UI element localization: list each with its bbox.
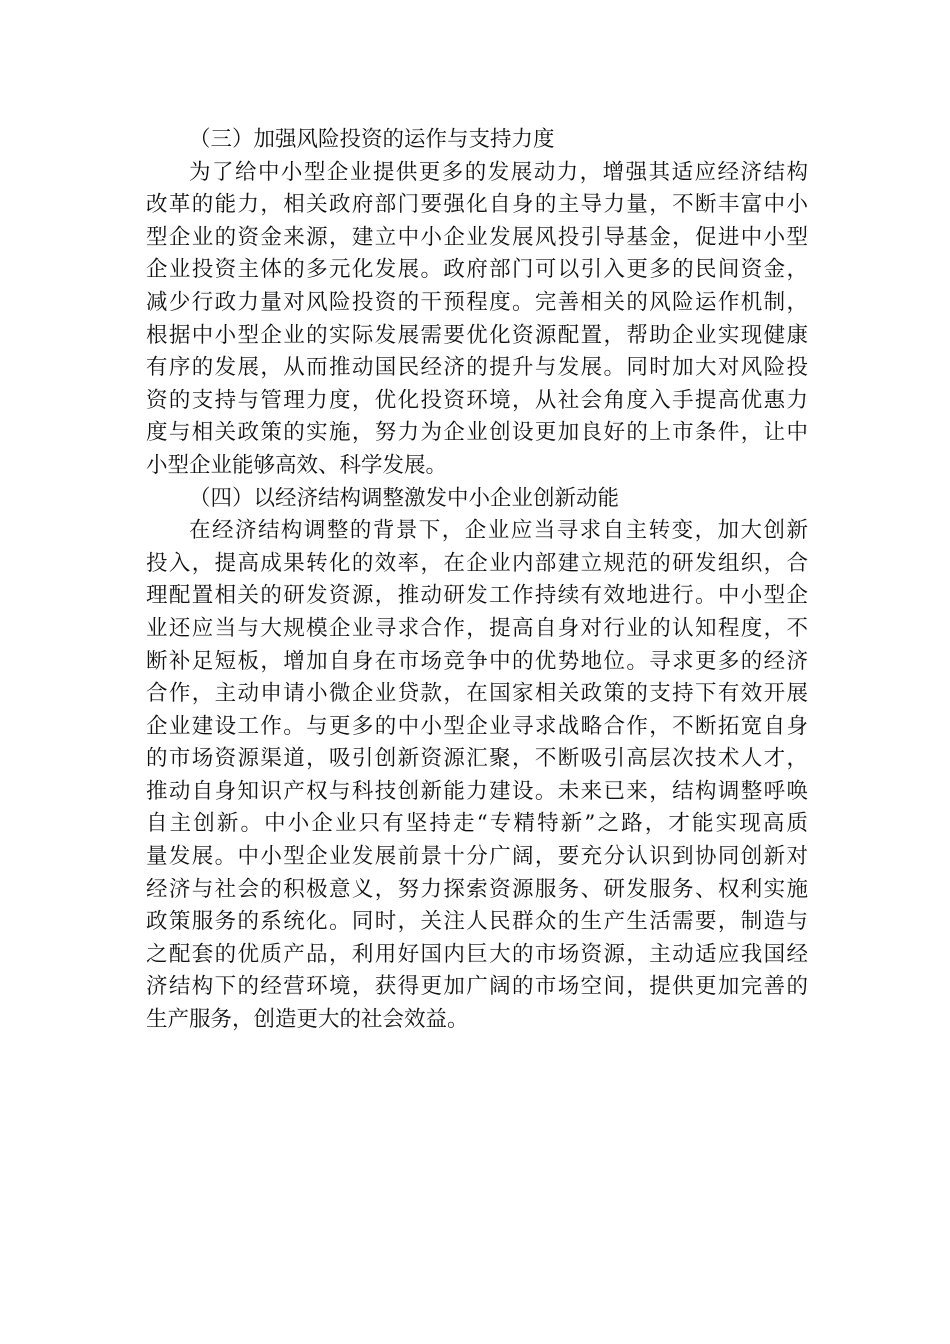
paragraph-line: 根据中小型企业的实际发展需要优化资源配置，帮助企业实现健康 xyxy=(146,322,808,348)
section-heading-4: （四）以经济结构调整激发中小企业创新动能 xyxy=(189,485,620,511)
paragraph-line: 在经济结构调整的背景下，企业应当寻求自主转变，加大创新 xyxy=(189,518,808,544)
section-heading-3: （三）加强风险投资的运作与支持力度 xyxy=(189,127,555,152)
paragraph-line: 政策服务的系统化。同时，关注人民群众的生产生活需要，制造与 xyxy=(146,909,808,935)
paragraph-line: 资的支持与管理力度，优化投资环境，从社会角度入手提高优惠力 xyxy=(146,387,808,413)
paragraph-line: 的市场资源渠道，吸引创新资源汇聚，不断吸引高层次技术人才， xyxy=(146,746,808,772)
section-4-paragraph xyxy=(146,515,808,1037)
paragraph-line: 量发展。中小型企业发展前景十分广阔，要充分认识到协同创新对 xyxy=(146,844,808,870)
paragraph-line: 改革的能力，相关政府部门要强化自身的主导力量，不断丰富中小 xyxy=(146,192,808,218)
paragraph-line: 自主创新。中小企业只有坚持走“专精特新”之路，才能实现高质 xyxy=(146,811,808,837)
paragraph-line: 经济与社会的积极意义，努力探索资源服务、研发服务、权利实施 xyxy=(146,876,808,902)
paragraph-line: 企业建设工作。与更多的中小型企业寻求战略合作，不断拓宽自身 xyxy=(146,713,808,739)
paragraph-line: 业还应当与大规模企业寻求合作，提高自身对行业的认知程度，不 xyxy=(146,615,808,641)
document-body xyxy=(146,124,808,1037)
paragraph-line: 推动自身知识产权与科技创新能力建设。未来已来，结构调整呼唤 xyxy=(146,778,808,804)
paragraph-line: 投入，提高成果转化的效率，在企业内部建立规范的研发组织，合 xyxy=(146,550,808,576)
paragraph-line: 度与相关政策的实施，努力为企业创设更加良好的上市条件，让中 xyxy=(146,420,808,446)
paragraph-line: 型企业的资金来源，建立中小企业发展风投引导基金，促进中小型 xyxy=(146,224,808,250)
paragraph-line: 之配套的优质产品，利用好国内巨大的市场资源，主动适应我国经 xyxy=(146,941,808,967)
paragraph-line: 有序的发展，从而推动国民经济的提升与发展。同时加大对风险投 xyxy=(146,355,808,381)
paragraph-line: 生产服务，创造更大的社会效益。 xyxy=(146,1007,469,1033)
paragraph-line: 理配置相关的研发资源，推动研发工作持续有效地进行。中小型企 xyxy=(146,583,808,609)
paragraph-line: 合作，主动申请小微企业贷款，在国家相关政策的支持下有效开展 xyxy=(146,681,808,707)
paragraph-line: 济结构下的经营环境，获得更加广阔的市场空间，提供更加完善的 xyxy=(146,974,808,1000)
paragraph-line: 断补足短板，增加自身在市场竞争中的优势地位。寻求更多的经济 xyxy=(146,648,808,674)
paragraph-line: 为了给中小型企业提供更多的发展动力，增强其适应经济结构 xyxy=(189,159,808,185)
paragraph-line: 减少行政力量对风险投资的干预程度。完善相关的风险运作机制， xyxy=(146,289,808,315)
paragraph-line: 小型企业能够高效、科学发展。 xyxy=(146,452,448,478)
section-3-paragraph xyxy=(146,157,808,483)
paragraph-line: 企业投资主体的多元化发展。政府部门可以引入更多的民间资金， xyxy=(146,257,808,283)
